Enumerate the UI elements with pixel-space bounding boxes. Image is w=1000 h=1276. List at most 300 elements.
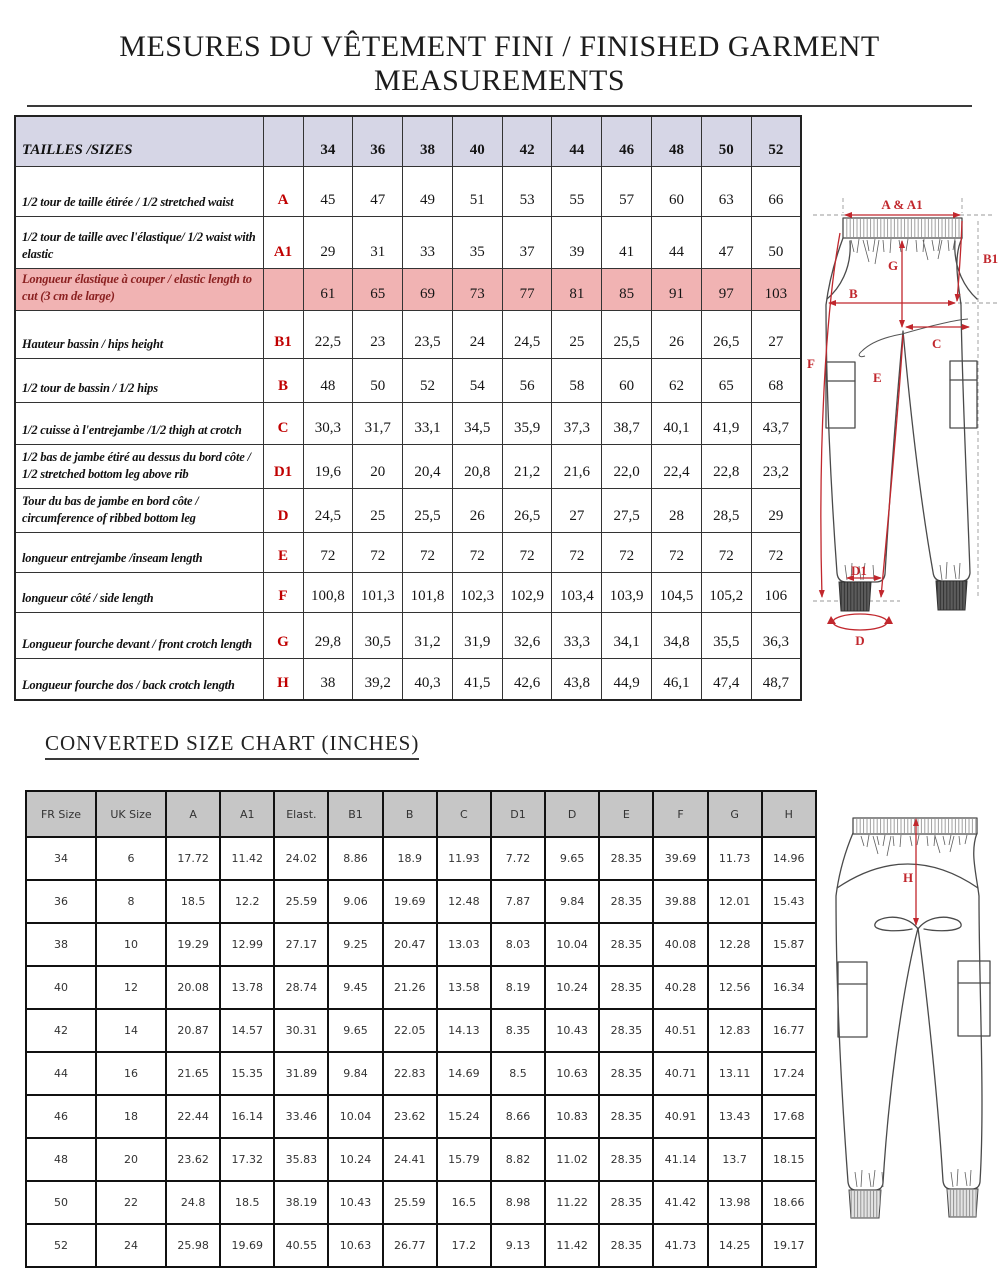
uk-size-cell: 18 [96, 1095, 166, 1138]
value-cell: 29,8 [303, 612, 353, 658]
value-cell: 48,7 [751, 658, 801, 700]
inches-value-cell: 15.87 [762, 923, 816, 966]
inches-value-cell: 16.34 [762, 966, 816, 1009]
value-cell: 72 [502, 532, 552, 572]
value-cell: 27 [552, 488, 602, 532]
inches-header-cell: F [653, 791, 707, 837]
value-cell: 31,7 [353, 402, 403, 444]
inches-value-cell: 12.99 [220, 923, 274, 966]
inches-value-cell: 15.35 [220, 1052, 274, 1095]
letter-cell [263, 268, 303, 310]
inches-value-cell: 7.87 [491, 880, 545, 923]
uk-size-cell: 14 [96, 1009, 166, 1052]
inches-value-cell: 24.8 [166, 1181, 220, 1224]
value-cell: 30,3 [303, 402, 353, 444]
inches-header-cell: E [599, 791, 653, 837]
inches-value-cell: 15.79 [437, 1138, 491, 1181]
inches-value-cell: 14.96 [762, 837, 816, 880]
value-cell: 72 [701, 532, 751, 572]
value-cell: 44,9 [602, 658, 652, 700]
value-cell: 39,2 [353, 658, 403, 700]
measurement-row [15, 166, 801, 216]
value-cell: 23,2 [751, 444, 801, 488]
inches-value-cell: 8.98 [491, 1181, 545, 1224]
inches-value-cell: 21.26 [383, 966, 437, 1009]
inches-header-cell: UK Size [96, 791, 166, 837]
value-cell: 33,1 [403, 402, 453, 444]
measurement-row [15, 444, 801, 488]
value-cell: 35,5 [701, 612, 751, 658]
inches-value-cell: 21.65 [166, 1052, 220, 1095]
size-header-cell: 52 [751, 116, 801, 166]
value-cell: 77 [502, 268, 552, 310]
fr-size-cell: 44 [26, 1052, 96, 1095]
inches-value-cell: 9.84 [328, 1052, 382, 1095]
value-cell: 72 [552, 532, 602, 572]
value-cell: 63 [701, 166, 751, 216]
letter-header-cell [263, 116, 303, 166]
value-cell: 103,4 [552, 572, 602, 612]
measure-label-cell: longueur côté / side length [15, 572, 263, 612]
inches-value-cell: 12.01 [708, 880, 762, 923]
thigh-label: C [932, 336, 942, 351]
inches-value-cell: 38.19 [274, 1181, 328, 1224]
inches-value-cell: 9.65 [328, 1009, 382, 1052]
inches-value-cell: 18.5 [220, 1181, 274, 1224]
inches-value-cell: 18.9 [383, 837, 437, 880]
inches-value-cell: 16.5 [437, 1181, 491, 1224]
measure-label-cell: Longueur élastique à couper / elastic length to cut (3 cm de large) [15, 268, 263, 310]
inches-value-cell: 8.35 [491, 1009, 545, 1052]
value-cell: 100,8 [303, 572, 353, 612]
inches-header-row [26, 791, 816, 837]
pants-back-silhouette [836, 833, 982, 1190]
inches-header-cell: FR Size [26, 791, 96, 837]
inches-value-cell: 11.42 [545, 1224, 599, 1267]
fr-size-cell: 52 [26, 1224, 96, 1267]
inches-value-cell: 22.83 [383, 1052, 437, 1095]
value-cell: 22,5 [303, 310, 353, 358]
size-header-cell: 50 [701, 116, 751, 166]
measure-label-cell: Tour du bas de jambe en bord côte / circumference of ribbed bottom leg [15, 488, 263, 532]
measure-label-cell: longueur entrejambe /inseam length [15, 532, 263, 572]
inches-value-cell: 28.35 [599, 966, 653, 1009]
inches-row [26, 1009, 816, 1052]
measurement-row [15, 216, 801, 268]
inches-value-cell: 14.25 [708, 1224, 762, 1267]
inches-value-cell: 10.24 [545, 966, 599, 1009]
inches-value-cell: 9.06 [328, 880, 382, 923]
value-cell: 103 [751, 268, 801, 310]
value-cell: 72 [452, 532, 502, 572]
converted-inches-table [25, 790, 817, 1268]
letter-cell: E [263, 532, 303, 572]
inches-value-cell: 28.35 [599, 1138, 653, 1181]
measure-label-cell: 1/2 tour de taille avec l'élastique/ 1/2 waist with elastic [15, 216, 263, 268]
hips-label: B [849, 286, 858, 301]
measurement-row [15, 310, 801, 358]
size-header-cell: 34 [303, 116, 353, 166]
value-cell: 29 [303, 216, 353, 268]
value-cell: 69 [403, 268, 453, 310]
inches-value-cell: 7.72 [491, 837, 545, 880]
value-cell: 23 [353, 310, 403, 358]
inches-value-cell: 11.93 [437, 837, 491, 880]
inches-value-cell: 15.43 [762, 880, 816, 923]
inches-value-cell: 28.35 [599, 837, 653, 880]
value-cell: 33,3 [552, 612, 602, 658]
value-cell: 25,5 [602, 310, 652, 358]
fr-size-cell: 50 [26, 1181, 96, 1224]
side-length-label: F [807, 356, 815, 371]
value-cell: 39 [552, 216, 602, 268]
value-cell: 21,6 [552, 444, 602, 488]
value-cell: 58 [552, 358, 602, 402]
inches-value-cell: 20.08 [166, 966, 220, 1009]
inches-value-cell: 28.35 [599, 1052, 653, 1095]
inches-value-cell: 17.32 [220, 1138, 274, 1181]
drawcord-swoosh [862, 319, 968, 351]
inches-value-cell: 17.72 [166, 837, 220, 880]
inches-value-cell: 10.43 [545, 1009, 599, 1052]
cargo-pockets-front [826, 361, 977, 428]
measure-label-cell: 1/2 cuisse à l'entrejambe /1/2 thigh at crotch [15, 402, 263, 444]
value-cell: 31,2 [403, 612, 453, 658]
inches-value-cell: 18.15 [762, 1138, 816, 1181]
value-cell: 31,9 [452, 612, 502, 658]
letter-cell: G [263, 612, 303, 658]
value-cell: 29 [751, 488, 801, 532]
inches-value-cell: 22.05 [383, 1009, 437, 1052]
uk-size-cell: 24 [96, 1224, 166, 1267]
value-cell: 31 [353, 216, 403, 268]
value-cell: 33 [403, 216, 453, 268]
inches-value-cell: 13.03 [437, 923, 491, 966]
inches-value-cell: 12.28 [708, 923, 762, 966]
value-cell: 53 [502, 166, 552, 216]
inches-value-cell: 28.35 [599, 880, 653, 923]
inches-value-cell: 23.62 [166, 1138, 220, 1181]
waist-label: A & A1 [881, 197, 923, 212]
inches-value-cell: 39.69 [653, 837, 707, 880]
inches-value-cell: 40.51 [653, 1009, 707, 1052]
value-cell: 72 [353, 532, 403, 572]
inches-value-cell: 9.65 [545, 837, 599, 880]
inches-header-cell: A1 [220, 791, 274, 837]
value-cell: 101,3 [353, 572, 403, 612]
value-cell: 44 [652, 216, 702, 268]
fr-size-cell: 40 [26, 966, 96, 1009]
inches-value-cell: 15.24 [437, 1095, 491, 1138]
inches-row [26, 1095, 816, 1138]
value-cell: 41,5 [452, 658, 502, 700]
value-cell: 34,5 [452, 402, 502, 444]
inches-value-cell: 28.35 [599, 1181, 653, 1224]
value-cell: 42,6 [502, 658, 552, 700]
inches-value-cell: 19.17 [762, 1224, 816, 1267]
value-cell: 48 [303, 358, 353, 402]
page-title: MESURES DU VÊTEMENT FINI / FINISHED GARMENT MEASUREMENTS [27, 30, 972, 107]
inches-value-cell: 27.17 [274, 923, 328, 966]
inches-row [26, 1224, 816, 1267]
hips-height-label: B1 [983, 251, 999, 266]
back-crotch-label: H [903, 870, 914, 885]
uk-size-cell: 6 [96, 837, 166, 880]
measurement-row [15, 612, 801, 658]
inches-value-cell: 13.11 [708, 1052, 762, 1095]
inches-value-cell: 8.86 [328, 837, 382, 880]
inches-value-cell: 25.59 [274, 880, 328, 923]
value-cell: 51 [452, 166, 502, 216]
measurement-row [15, 488, 801, 532]
inches-value-cell: 16.77 [762, 1009, 816, 1052]
value-cell: 60 [652, 166, 702, 216]
value-cell: 20,4 [403, 444, 453, 488]
inches-header-cell: Elast. [274, 791, 328, 837]
uk-size-cell: 10 [96, 923, 166, 966]
value-cell: 36,3 [751, 612, 801, 658]
rib-label: D [855, 633, 865, 648]
measure-label-cell: Longueur fourche devant / front crotch length [15, 612, 263, 658]
inches-row [26, 1181, 816, 1224]
value-cell: 35,9 [502, 402, 552, 444]
inches-value-cell: 12.2 [220, 880, 274, 923]
inches-value-cell: 41.42 [653, 1181, 707, 1224]
value-cell: 47,4 [701, 658, 751, 700]
size-header-cell: 46 [602, 116, 652, 166]
inches-value-cell: 40.91 [653, 1095, 707, 1138]
value-cell: 26 [652, 310, 702, 358]
value-cell: 22,8 [701, 444, 751, 488]
value-cell: 40,1 [652, 402, 702, 444]
inches-value-cell: 40.28 [653, 966, 707, 1009]
value-cell: 30,5 [353, 612, 403, 658]
pants-front-diagram [805, 185, 1000, 655]
inches-value-cell: 13.43 [708, 1095, 762, 1138]
inches-header-cell: B [383, 791, 437, 837]
inches-value-cell: 8.82 [491, 1138, 545, 1181]
uk-size-cell: 8 [96, 880, 166, 923]
inches-value-cell: 8.66 [491, 1095, 545, 1138]
size-header-cell: 40 [452, 116, 502, 166]
inches-value-cell: 10.83 [545, 1095, 599, 1138]
inches-row [26, 1052, 816, 1095]
fr-size-cell: 42 [26, 1009, 96, 1052]
inches-value-cell: 20.47 [383, 923, 437, 966]
inches-value-cell: 10.04 [328, 1095, 382, 1138]
inches-value-cell: 8.03 [491, 923, 545, 966]
inches-value-cell: 22.44 [166, 1095, 220, 1138]
inches-value-cell: 30.31 [274, 1009, 328, 1052]
value-cell: 22,4 [652, 444, 702, 488]
letter-cell: C [263, 402, 303, 444]
inches-value-cell: 28.74 [274, 966, 328, 1009]
inches-value-cell: 31.89 [274, 1052, 328, 1095]
inches-value-cell: 11.73 [708, 837, 762, 880]
value-cell: 28 [652, 488, 702, 532]
inches-row [26, 1138, 816, 1181]
value-cell: 43,8 [552, 658, 602, 700]
letter-cell: D1 [263, 444, 303, 488]
value-cell: 34,8 [652, 612, 702, 658]
inches-value-cell: 17.2 [437, 1224, 491, 1267]
value-cell: 26,5 [502, 488, 552, 532]
inches-value-cell: 23.62 [383, 1095, 437, 1138]
inches-value-cell: 13.58 [437, 966, 491, 1009]
measurement-row [15, 268, 801, 310]
inches-value-cell: 28.35 [599, 1009, 653, 1052]
cargo-pockets-back [838, 961, 990, 1037]
finished-measurements-table [14, 115, 802, 701]
inches-value-cell: 12.56 [708, 966, 762, 1009]
value-cell: 27,5 [602, 488, 652, 532]
inches-value-cell: 16.14 [220, 1095, 274, 1138]
value-cell: 106 [751, 572, 801, 612]
inches-value-cell: 26.77 [383, 1224, 437, 1267]
measure-label-cell: 1/2 tour de taille étirée / 1/2 stretched waist [15, 166, 263, 216]
waist-gathers [851, 239, 955, 264]
value-cell: 73 [452, 268, 502, 310]
sizes-header-label: TAILLES /SIZES [15, 116, 263, 166]
value-cell: 57 [602, 166, 652, 216]
inches-value-cell: 9.25 [328, 923, 382, 966]
inches-header-cell: H [762, 791, 816, 837]
inches-value-cell: 12.83 [708, 1009, 762, 1052]
value-cell: 40,3 [403, 658, 453, 700]
value-cell: 72 [751, 532, 801, 572]
value-cell: 41,9 [701, 402, 751, 444]
size-header-cell: 44 [552, 116, 602, 166]
inches-value-cell: 8.5 [491, 1052, 545, 1095]
inches-row [26, 880, 816, 923]
inches-value-cell: 9.45 [328, 966, 382, 1009]
inches-value-cell: 10.04 [545, 923, 599, 966]
value-cell: 47 [353, 166, 403, 216]
value-cell: 22,0 [602, 444, 652, 488]
letter-cell: F [263, 572, 303, 612]
value-cell: 104,5 [652, 572, 702, 612]
inches-header-cell: C [437, 791, 491, 837]
measure-label-cell: Hauteur bassin / hips height [15, 310, 263, 358]
value-cell: 101,8 [403, 572, 453, 612]
value-cell: 26,5 [701, 310, 751, 358]
inches-header-cell: D1 [491, 791, 545, 837]
value-cell: 72 [303, 532, 353, 572]
value-cell: 32,6 [502, 612, 552, 658]
fr-size-cell: 48 [26, 1138, 96, 1181]
inches-value-cell: 10.63 [328, 1224, 382, 1267]
value-cell: 41 [602, 216, 652, 268]
converted-chart-title: CONVERTED SIZE CHART (INCHES) [45, 731, 419, 760]
value-cell: 62 [652, 358, 702, 402]
inches-value-cell: 40.71 [653, 1052, 707, 1095]
value-cell: 61 [303, 268, 353, 310]
inches-value-cell: 20.87 [166, 1009, 220, 1052]
inches-value-cell: 33.46 [274, 1095, 328, 1138]
value-cell: 34,1 [602, 612, 652, 658]
fr-size-cell: 38 [26, 923, 96, 966]
inches-value-cell: 10.63 [545, 1052, 599, 1095]
pants-back-diagram [815, 800, 1000, 1270]
measure-label-cell: Longueur fourche dos / back crotch length [15, 658, 263, 700]
inches-value-cell: 11.42 [220, 837, 274, 880]
value-cell: 26 [452, 488, 502, 532]
value-cell: 19,6 [303, 444, 353, 488]
inches-header-cell: G [708, 791, 762, 837]
inches-value-cell: 18.66 [762, 1181, 816, 1224]
value-cell: 72 [403, 532, 453, 572]
value-cell: 25,5 [403, 488, 453, 532]
value-cell: 50 [353, 358, 403, 402]
sizes-header-row [15, 116, 801, 166]
measurement-row [15, 658, 801, 700]
measurement-row [15, 402, 801, 444]
inches-value-cell: 19.29 [166, 923, 220, 966]
value-cell: 50 [751, 216, 801, 268]
value-cell: 43,7 [751, 402, 801, 444]
value-cell: 45 [303, 166, 353, 216]
inches-value-cell: 19.69 [220, 1224, 274, 1267]
value-cell: 66 [751, 166, 801, 216]
measurement-row [15, 358, 801, 402]
value-cell: 47 [701, 216, 751, 268]
fr-size-cell: 46 [26, 1095, 96, 1138]
inches-value-cell: 14.57 [220, 1009, 274, 1052]
inches-value-cell: 35.83 [274, 1138, 328, 1181]
inches-value-cell: 18.5 [166, 880, 220, 923]
value-cell: 37,3 [552, 402, 602, 444]
value-cell: 25 [552, 310, 602, 358]
value-cell: 24 [452, 310, 502, 358]
value-cell: 91 [652, 268, 702, 310]
value-cell: 28,5 [701, 488, 751, 532]
value-cell: 102,3 [452, 572, 502, 612]
value-cell: 56 [502, 358, 552, 402]
uk-size-cell: 20 [96, 1138, 166, 1181]
letter-cell: B [263, 358, 303, 402]
value-cell: 55 [552, 166, 602, 216]
measurement-row [15, 532, 801, 572]
inches-value-cell: 40.55 [274, 1224, 328, 1267]
inches-value-cell: 24.41 [383, 1138, 437, 1181]
inches-value-cell: 11.22 [545, 1181, 599, 1224]
value-cell: 21,2 [502, 444, 552, 488]
measure-label-cell: 1/2 bas de jambe étiré au dessus du bord côte / 1/2 stretched bottom leg above rib [15, 444, 263, 488]
value-cell: 72 [652, 532, 702, 572]
inches-value-cell: 28.35 [599, 1095, 653, 1138]
uk-size-cell: 22 [96, 1181, 166, 1224]
inches-value-cell: 14.69 [437, 1052, 491, 1095]
inches-value-cell: 17.68 [762, 1095, 816, 1138]
inches-value-cell: 9.13 [491, 1224, 545, 1267]
inches-value-cell: 25.59 [383, 1181, 437, 1224]
value-cell: 37 [502, 216, 552, 268]
value-cell: 20,8 [452, 444, 502, 488]
inches-value-cell: 40.08 [653, 923, 707, 966]
letter-cell: A [263, 166, 303, 216]
inches-header-cell: B1 [328, 791, 382, 837]
inches-value-cell: 17.24 [762, 1052, 816, 1095]
size-header-cell: 48 [652, 116, 702, 166]
inches-row [26, 837, 816, 880]
value-cell: 24,5 [303, 488, 353, 532]
value-cell: 38,7 [602, 402, 652, 444]
value-cell: 85 [602, 268, 652, 310]
inches-value-cell: 13.98 [708, 1181, 762, 1224]
inches-value-cell: 24.02 [274, 837, 328, 880]
value-cell: 68 [751, 358, 801, 402]
inches-header-cell: D [545, 791, 599, 837]
